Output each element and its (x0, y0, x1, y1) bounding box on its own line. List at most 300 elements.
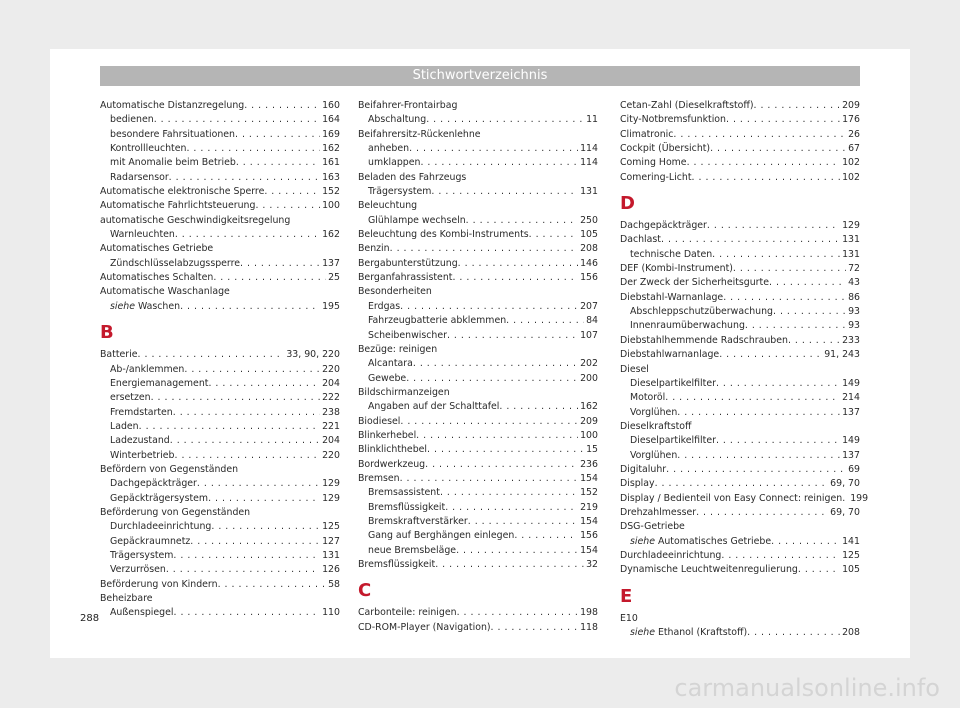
index-entry-term: siehe Ethanol (Kraftstoff) (630, 627, 748, 638)
index-entry-page: 129 (322, 478, 340, 490)
index-entry-page: 160 (322, 100, 340, 111)
index-entry (358, 357, 598, 371)
index-entry-page: 110 (322, 607, 340, 619)
index-entry-term: Abschaltung (368, 114, 427, 126)
index-entry-term: technische Daten (630, 248, 713, 260)
index-entry-term: Vorglühen (630, 406, 678, 418)
index-entry-page: 126 (322, 564, 340, 576)
index-entry (100, 535, 340, 549)
index-entry-page: 164 (322, 114, 340, 126)
dot-leader (447, 329, 578, 343)
index-entry-page: 102 (842, 171, 860, 183)
index-entry (100, 99, 340, 113)
index-entry-page: 69, 70 (830, 506, 860, 518)
index-entry-term: Zündschlüsselabzugssperre (110, 257, 241, 269)
index-entry (358, 156, 598, 170)
index-entry-page: 154 (580, 544, 598, 556)
index-heading: Dieselkraftstoff (620, 420, 692, 432)
index-entry-term: Alcantara (368, 358, 413, 370)
index-entry (100, 520, 340, 534)
watermark: carmanualsonline.info (674, 674, 940, 702)
index-entry-term: Angaben auf der Schalttafel (368, 401, 500, 413)
index-entry-page: 222 (322, 392, 340, 404)
index-entry (620, 305, 860, 319)
dot-leader (400, 472, 579, 486)
index-entry-page: 131 (842, 248, 860, 260)
index-heading: Automatische Waschanlage (100, 286, 230, 298)
index-heading: Befördern von Gegenständen (100, 463, 239, 475)
index-entry-term: Warnleuchten (110, 229, 175, 241)
index-entry (620, 391, 860, 405)
dot-leader (174, 449, 320, 463)
dot-leader (712, 248, 840, 262)
index-entry-page: 152 (580, 487, 598, 499)
index-entry-page: 26 (848, 128, 860, 140)
index-entry (620, 99, 860, 113)
dot-leader (661, 233, 840, 247)
index-entry-page: 198 (580, 607, 598, 619)
index-entry (100, 199, 340, 213)
index-entry-term: Digitaluhr (620, 463, 667, 475)
index-entry (620, 563, 860, 577)
index-entry-term: Automatische elektronische Sperre (100, 186, 265, 198)
index-entry-term: Der Zweck der Sicherheitsgurte (620, 277, 769, 289)
index-entry-page: 169 (322, 128, 340, 140)
dot-leader (452, 271, 578, 285)
index-entry (100, 142, 340, 156)
index-entry-term: Ab-/anklemmen (110, 363, 185, 375)
index-entry-term: Comering-Licht (620, 171, 692, 183)
index-entry-page: 209 (842, 100, 860, 111)
page-header: Stichwortverzeichnis (100, 66, 860, 86)
dot-leader (400, 300, 578, 314)
index-entry-page: 107 (580, 329, 598, 341)
index-entry-term: Erdgas (368, 300, 401, 312)
index-entry-page: 84 (586, 315, 598, 327)
index-entry (100, 156, 340, 170)
index-entry (100, 257, 340, 271)
index-entry-page: 162 (322, 143, 340, 155)
index-entry-page: 93 (848, 320, 860, 332)
index-entry (100, 348, 340, 362)
dot-leader (186, 142, 320, 156)
index-entry-page: 204 (322, 377, 340, 389)
index-entry-page: 43 (848, 277, 860, 289)
index-entry-page: 149 (842, 435, 860, 447)
dot-leader (416, 429, 578, 443)
index-heading: Bezüge: reinigen (358, 343, 438, 355)
dot-leader (170, 434, 320, 448)
index-heading: E10 (620, 612, 638, 624)
index-heading: automatische Geschwindigkeitsregelung (100, 214, 291, 226)
index-entry-page: 161 (322, 157, 340, 169)
index-entry-page: 220 (322, 449, 340, 461)
index-entry-page: 105 (842, 564, 860, 576)
index-entry (100, 271, 340, 285)
index-entry-page: 67 (848, 143, 860, 155)
index-heading: Bildschirmanzeigen (358, 386, 450, 398)
index-entry (358, 606, 598, 620)
index-entry-term: Dachgepäckträger (110, 478, 197, 490)
index-entry-page: 154 (580, 515, 598, 527)
dot-leader (173, 406, 320, 420)
dot-leader (139, 420, 320, 434)
index-entry-page: 200 (580, 372, 598, 384)
dot-leader (716, 377, 840, 391)
index-entry (620, 626, 860, 640)
index-heading: Beförderung von Gegenständen (100, 506, 251, 518)
index-entry-page: 202 (580, 358, 598, 370)
index-entry (620, 276, 860, 290)
index-entry-page: 131 (842, 234, 860, 246)
index-entry-page: 141 (842, 535, 860, 547)
index-entry-page: 118 (580, 621, 598, 633)
index-entry-page: 102 (842, 157, 860, 169)
index-entry (100, 606, 340, 620)
index-entry (620, 113, 860, 127)
index-entry-page: 152 (322, 186, 340, 198)
dot-leader (798, 563, 840, 577)
index-entry-term: City-Notbremsfunktion (620, 114, 726, 126)
index-entry-term: CD-ROM-Player (Navigation) (358, 621, 491, 633)
index-entry-term: Trägersystem (110, 549, 174, 561)
index-entry-term: Dynamische Leuchtweitenregulierung (620, 564, 798, 576)
index-entry-term: Bremskraftverstärker (368, 515, 468, 527)
page-number: 288 (80, 613, 100, 624)
index-entry-page: 58 (328, 578, 340, 590)
index-entry-term: Ladezustand (110, 435, 170, 447)
index-entry-page: 236 (580, 458, 598, 470)
dot-leader (427, 443, 584, 457)
dot-leader (236, 156, 320, 170)
index-entry (358, 544, 598, 558)
index-entry-page: 129 (322, 492, 340, 504)
index-entry-term: umklappen (368, 157, 421, 169)
index-entry-page: 250 (580, 214, 598, 226)
index-entry-term: Beleuchtung des Kombi-Instruments (358, 229, 529, 241)
dot-leader (514, 529, 578, 543)
index-entry-term: mit Anomalie beim Betrieb (110, 157, 236, 169)
index-entry-term: Gang auf Berghängen einlegen (368, 530, 515, 542)
index-entry (620, 377, 860, 391)
index-entry-page: 131 (580, 186, 598, 198)
dot-leader (400, 415, 578, 429)
index-entry-page: 162 (322, 229, 340, 241)
index-heading: Diesel (620, 363, 649, 375)
dot-leader (425, 458, 578, 472)
index-entry (358, 329, 598, 343)
index-entry-term: Benzin (358, 243, 390, 255)
index-entry-term: Trägersystem (368, 186, 432, 198)
index-heading: Besonderheiten (358, 286, 432, 298)
dot-leader (154, 113, 320, 127)
index-entry-page: 137 (842, 449, 860, 461)
index-entry-page: 156 (580, 530, 598, 542)
index-column-3 (620, 99, 869, 640)
index-entry (100, 128, 340, 142)
index-entry-term: Gepäckraumnetz (110, 535, 191, 547)
dot-leader (409, 142, 578, 156)
index-entry (620, 233, 860, 247)
dot-leader (213, 271, 326, 285)
index-entry (100, 434, 340, 448)
index-entry (358, 142, 598, 156)
index-entry-page: 32 (586, 559, 598, 570)
index-entry (100, 449, 340, 463)
index-entry-term: Bremsassistent (368, 487, 440, 499)
index-entry (358, 300, 598, 314)
index-entry (620, 506, 860, 520)
index-entry-page: 25 (328, 272, 340, 284)
dot-leader (197, 477, 320, 491)
index-entry-page: 127 (322, 535, 340, 547)
index-entry-page: 100 (580, 429, 598, 441)
see-reference: siehe (110, 300, 135, 312)
index-entry-term: Bremsen (358, 472, 400, 484)
index-entry-page: 72 (848, 263, 860, 275)
dot-leader (747, 626, 840, 640)
index-entry-page: 69, 70 (830, 478, 860, 490)
dot-leader (235, 128, 320, 142)
index-entry-page: 11 (586, 114, 598, 126)
index-entry-page: 149 (842, 377, 860, 389)
index-entry-page: 156 (580, 272, 598, 284)
index-entry-term: Display / Bedienteil von Easy Connect: reinigen (620, 492, 843, 504)
dot-leader (733, 262, 846, 276)
index-entry-term: anheben (368, 143, 410, 155)
index-entry-term: Cetan-Zahl (Dieselkraftstoff) (620, 100, 754, 111)
index-entry-page: 86 (848, 291, 860, 303)
index-entry-page: 100 (322, 200, 340, 212)
dot-leader (440, 486, 578, 500)
dot-leader (264, 185, 320, 199)
dot-leader (673, 128, 846, 142)
dot-leader (529, 228, 578, 242)
index-entry (358, 501, 598, 515)
index-entry (620, 262, 860, 276)
dot-leader (240, 257, 320, 271)
index-entry (100, 420, 340, 434)
dot-leader (457, 606, 579, 620)
dot-leader (771, 535, 840, 549)
dot-leader (151, 391, 321, 405)
index-entry-page: 162 (580, 401, 598, 413)
index-entry-term: Carbonteile: reinigen (358, 607, 457, 619)
index-entry-page: 69 (848, 463, 860, 475)
dot-leader (413, 357, 578, 371)
dot-leader (710, 142, 846, 156)
dot-leader (244, 99, 320, 113)
dot-leader (466, 214, 578, 228)
index-entry-term: bedienen (110, 114, 154, 126)
index-entry (358, 271, 598, 285)
dot-leader (506, 314, 584, 328)
dot-leader (692, 171, 841, 185)
dot-leader (431, 185, 578, 199)
index-entry (100, 549, 340, 563)
dot-leader (406, 372, 578, 386)
index-entry-term: Beförderung von Kindern (100, 578, 218, 590)
index-entry (358, 458, 598, 472)
index-heading: Automatisches Getriebe (100, 243, 214, 255)
index-entry (358, 558, 598, 572)
index-entry-page: 219 (580, 501, 598, 513)
index-entry-term: Dieselpartikelfilter (630, 435, 716, 447)
index-entry-term: Kontrollleuchten (110, 143, 187, 155)
dot-leader (458, 257, 578, 271)
dot-leader (390, 242, 578, 256)
index-entry-page: 233 (842, 334, 860, 346)
index-entry-term: neue Bremsbeläge (368, 544, 457, 556)
index-entry (620, 477, 860, 491)
index-entry-term: siehe Automatisches Getriebe (630, 535, 772, 547)
index-entry-page: 125 (322, 521, 340, 533)
index-entry-term: Automatische Distanzregelung (100, 100, 245, 111)
index-entry-term: Fremdstarten (110, 406, 173, 418)
dot-leader (754, 99, 841, 113)
dot-leader (769, 276, 846, 290)
index-entry-term: Cockpit (Übersicht) (620, 143, 711, 155)
index-entry-page: 114 (580, 157, 598, 169)
index-entry-term: besondere Fahrsituationen (110, 128, 235, 140)
index-entry (358, 372, 598, 386)
index-entry-page: 238 (322, 406, 340, 418)
dot-leader (723, 291, 846, 305)
index-entry-page: 33, 90, 220 (286, 349, 340, 361)
index-entry-page: 208 (580, 243, 598, 255)
dot-leader (677, 406, 840, 420)
index-letter-heading: B (100, 322, 114, 344)
dot-leader (426, 113, 584, 127)
index-entry (100, 300, 340, 314)
index-entry (620, 171, 860, 185)
index-entry (620, 219, 860, 233)
index-entry-term: Dieselpartikelfilter (630, 377, 716, 389)
index-entry (358, 214, 598, 228)
index-entry (100, 363, 340, 377)
index-entry-page: 209 (580, 415, 598, 427)
dot-leader (184, 363, 320, 377)
index-entry-term: Coming Home (620, 157, 687, 169)
index-entry (620, 348, 860, 362)
index-entry (620, 334, 860, 348)
index-entry-term: Laden (110, 420, 139, 432)
dot-leader (218, 578, 327, 592)
dot-leader (687, 156, 841, 170)
index-entry (620, 535, 860, 549)
dot-leader (174, 606, 321, 620)
index-entry-term: Scheibenwischer (368, 329, 447, 341)
index-entry-page: 195 (322, 300, 340, 312)
index-entry-page: 176 (842, 114, 860, 126)
index-entry (358, 429, 598, 443)
index-entry-term: Durchladeeinrichtung (620, 549, 722, 561)
index-entry-term: Vorglühen (630, 449, 678, 461)
index-entry (620, 406, 860, 420)
index-entry-term: Gepäckträgersystem (110, 492, 209, 504)
index-heading: Beifahrersitz-Rückenlehne (358, 128, 481, 140)
index-entry-term: Abschleppschutzüberwachung (630, 306, 773, 318)
index-column-2 (358, 99, 598, 635)
index-entry (620, 248, 860, 262)
dot-leader (255, 199, 320, 213)
index-entry (100, 228, 340, 242)
index-entry (358, 400, 598, 414)
index-letter-heading: C (358, 580, 372, 602)
index-entry-page: 220 (322, 363, 340, 375)
index-entry-term: Diebstahl-Warnanlage (620, 291, 724, 303)
index-entry (358, 242, 598, 256)
index-entry (100, 171, 340, 185)
index-entry (100, 377, 340, 391)
index-entry-term: Blinkerhebel (358, 429, 417, 441)
index-heading: Beleuchtung (358, 200, 418, 212)
index-entry-term: Automatische Fahrlichtsteuerung (100, 200, 256, 212)
index-entry-term: Diebstahlhemmende Radschrauben (620, 334, 788, 346)
dot-leader (773, 305, 846, 319)
index-heading: DSG-Getriebe (620, 521, 685, 533)
index-entry-page: 91, 243 (824, 349, 860, 361)
index-entry-page: 199 (850, 492, 869, 504)
index-entry (100, 185, 340, 199)
index-entry (620, 319, 860, 333)
dot-leader (719, 348, 822, 362)
index-entry (358, 185, 598, 199)
index-entry (620, 128, 860, 142)
index-entry (358, 443, 598, 457)
index-entry-term: Winterbetrieb (110, 449, 175, 461)
index-heading: Beladen des Fahrzeugs (358, 171, 467, 183)
index-entry (100, 492, 340, 506)
index-entry-term: Verzurrösen (110, 564, 166, 576)
index-entry-term: siehe Waschen (110, 300, 181, 312)
dot-leader (208, 492, 320, 506)
index-entry-term: Innenraumüberwachung (630, 320, 745, 332)
index-entry-term: Climatronic (620, 128, 674, 140)
index-entry-page: 15 (586, 444, 598, 456)
index-entry-term: DEF (Kombi-Instrument) (620, 263, 733, 275)
index-entry-page: 163 (322, 171, 340, 183)
index-entry (100, 477, 340, 491)
see-reference: siehe (630, 627, 655, 638)
index-entry-term: Energiemanagement (110, 377, 209, 389)
index-entry-term: Durchladeeinrichtung (110, 521, 212, 533)
dot-leader (180, 300, 320, 314)
dot-leader (677, 449, 840, 463)
dot-leader (173, 549, 320, 563)
index-entry-page: 125 (842, 549, 860, 561)
index-entry (358, 113, 598, 127)
index-entry (358, 472, 598, 486)
index-entry (620, 463, 860, 477)
index-entry (620, 291, 860, 305)
index-entry-page: 137 (322, 257, 340, 269)
index-entry (100, 578, 340, 592)
index-entry (358, 486, 598, 500)
index-entry-term: Batterie (100, 349, 138, 361)
index-heading: Beifahrer-Frontairbag (358, 100, 458, 111)
dot-leader (468, 515, 578, 529)
index-entry-term: Motoröl (630, 392, 666, 404)
index-entry-page: 214 (842, 392, 860, 404)
index-entry-page: 129 (842, 220, 860, 232)
index-entry (358, 257, 598, 271)
index-entry-page: 137 (842, 406, 860, 418)
dot-leader (707, 219, 840, 233)
dot-leader (169, 171, 320, 185)
dot-leader (491, 621, 579, 635)
index-entry-term: Bremsflüssigkeit (358, 559, 436, 570)
